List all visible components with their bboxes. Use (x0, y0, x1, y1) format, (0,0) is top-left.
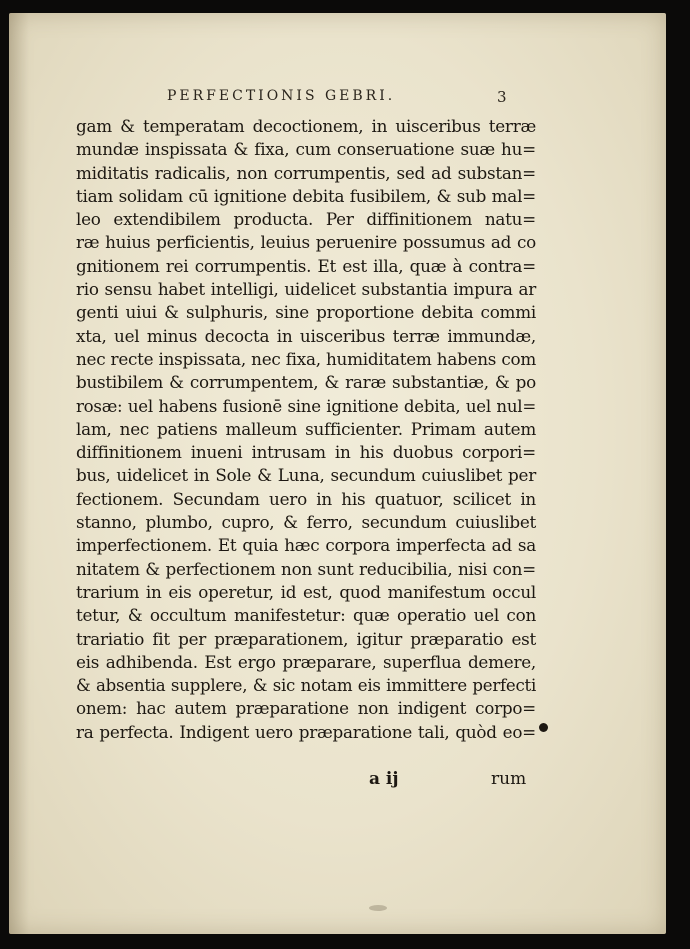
text-line: xta, uel minus decocta in uisceribus terræ immundæ, (76, 325, 536, 346)
text-line: ra perfecta. Indigent uero præparatione tali, quòd eo= (76, 721, 536, 742)
folio-number: 3 (497, 88, 507, 106)
text-line: & absentia supplere, & sic notam eis immittere perfecti (76, 676, 536, 696)
text-line: imperfectionem. Et quia hæc corpora imperfecta ad sa (76, 535, 536, 556)
text-line: nec recte inspissata, nec fixa, humiditatem habens com (76, 348, 536, 369)
text-line: gnitionem rei corrumpentis. Et est illa, quæ à contra= (76, 255, 536, 276)
body-text (76, 115, 536, 744)
text-line: stanno, plumbo, cupro, & ferro, secundum cuiuslibet (76, 512, 536, 533)
text-line: trarium in eis operetur, id est, quod manifestum occul (76, 581, 536, 602)
text-line: trariatio fit per præparationem, igitur præparatio est (76, 628, 536, 649)
text-line: tiam solidam cū ignitione debita fusibilem, & sub mal= (76, 185, 536, 206)
page-gutter-shadow (9, 13, 29, 934)
text-line: nitatem & perfectionem non sunt reducibilia, nisi con= (76, 558, 536, 579)
text-line: genti uiui & sulphuris, sine proportione debita commi (76, 302, 536, 323)
text-line: gam & temperatam decoctionem, in uisceribus terræ (76, 116, 536, 136)
running-title: PERFECTIONIS GEBRI. (167, 88, 396, 104)
catchword: rum (491, 769, 527, 789)
text-line: leo extendibilem producta. Per diffinitionem natu= (76, 209, 536, 230)
text-line: mundæ inspissata & fixa, cum conseruatione suæ hu= (76, 139, 536, 160)
margin-ink-dot (539, 723, 548, 732)
signature-mark: a ij (369, 769, 399, 789)
text-line: fectionem. Secundam uero in his quatuor, scilicet in (76, 488, 536, 509)
text-line: miditatis radicalis, non corrumpentis, sed ad substan= (76, 162, 536, 183)
text-line: rio sensu habet intelligi, uidelicet substantia impura ar (76, 279, 536, 300)
text-line: bus, uidelicet in Sole & Luna, secundum cuiuslibet per (76, 465, 536, 486)
text-line: onem: hac autem præparatione non indigent corpo= (76, 698, 536, 719)
text-line: bustibilem & corrumpentem, & raræ substantiæ, & po (76, 372, 536, 393)
ink-smudge (369, 905, 387, 911)
text-line: rosæ: uel habens fusionē sine ignitione debita, uel nul= (76, 396, 536, 416)
text-line: lam, nec patiens malleum sufficienter. Primam autem (76, 418, 536, 439)
text-line: ræ huius perficientis, leuius peruenire possumus ad co (76, 232, 536, 253)
text-line: tetur, & occultum manifestetur: quæ operatio uel con (76, 605, 536, 626)
text-line: eis adhibenda. Est ergo præparare, superflua demere, (76, 651, 536, 672)
text-line: diffinitionem inueni intrusam in his duobus corpori= (76, 442, 536, 463)
book-page (9, 13, 666, 934)
